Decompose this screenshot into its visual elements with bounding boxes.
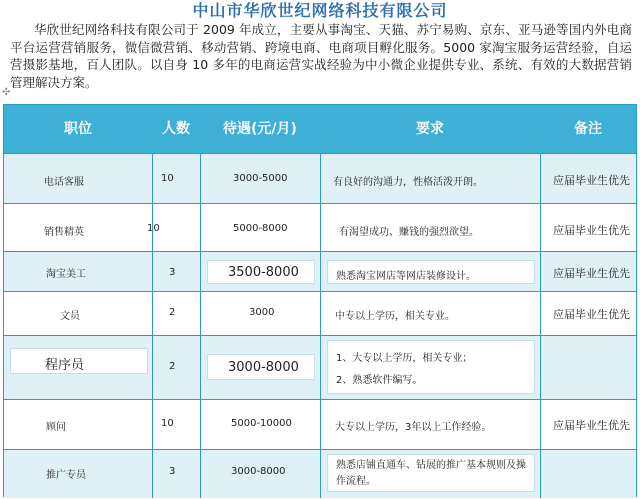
cell-salary: 3000-8000 bbox=[228, 360, 299, 375]
page-title: 中山市华欣世纪网络科技有限公司 bbox=[192, 1, 448, 20]
expand-arrows-icon: ✣ bbox=[2, 87, 11, 98]
cell-count: 10 bbox=[161, 173, 174, 184]
cell-note: 应届毕业生优先 bbox=[553, 267, 630, 280]
salary-box bbox=[207, 354, 315, 380]
header-count: 人数 bbox=[162, 121, 190, 137]
table-row bbox=[4, 203, 636, 252]
cell-count: 3 bbox=[169, 466, 176, 477]
table-row bbox=[4, 399, 636, 450]
cell-salary: 3000-5000 bbox=[233, 173, 288, 184]
cell-note: 应届毕业生优先 bbox=[553, 419, 630, 432]
cell-count: 3 bbox=[169, 267, 176, 278]
header-requirements: 要求 bbox=[416, 121, 444, 137]
company-intro: 华欣世纪网络科技有限公司于 2009 年成立，主要从事淘宝、天猫、苏宁易购、京东、亚马逊等国内外电商平台运营营销服务，微信微营销、移动营销、跨境电商、电商项目孵化服务。5000 家淘宝服务运营经验，自运营摄影基地，百人团队。以自身 10 多年的电商运营实战经验为中小微企业提供专业、系统、有效的大数据营销管理解决方案。 bbox=[10, 22, 632, 90]
table-row bbox=[4, 335, 636, 400]
requirements-box bbox=[327, 260, 535, 284]
cell-position: 顾问 bbox=[46, 422, 66, 433]
cell-requirements: 熟悉淘宝网店等网店装修设计。 bbox=[336, 271, 476, 282]
cell-position: 销售精英 bbox=[44, 227, 84, 238]
cell-requirements: 1、大专以上学历，相关专业； bbox=[336, 353, 473, 364]
table-row bbox=[4, 153, 636, 204]
cell-count: 2 bbox=[169, 307, 176, 318]
cell-count: 10 bbox=[161, 418, 174, 429]
cell-position: 推广专员 bbox=[46, 470, 86, 481]
cell-requirements: 中专以上学历，相关专业。 bbox=[335, 311, 455, 322]
cell-position: 文员 bbox=[60, 311, 80, 322]
cell-requirements: 有渴望成功、赚钱的强烈欲望。 bbox=[339, 227, 479, 238]
header-position: 职位 bbox=[64, 121, 92, 137]
header-salary: 待遇(元/月) bbox=[223, 121, 297, 137]
header-note: 备注 bbox=[574, 121, 602, 137]
position-box bbox=[10, 348, 148, 374]
cell-requirements: 有良好的沟通力，性格活泼开朗。 bbox=[333, 177, 483, 188]
cell-position: 程序员 bbox=[45, 358, 85, 373]
cell-salary: 3000-8000 bbox=[231, 466, 286, 477]
cell-salary: 3000 bbox=[249, 307, 275, 318]
table-row bbox=[4, 291, 636, 336]
salary-box bbox=[207, 260, 315, 284]
cell-note: 应届毕业生优先 bbox=[553, 308, 630, 321]
cell-salary: 3500-8000 bbox=[228, 265, 299, 280]
cell-position: 淘宝美工 bbox=[46, 269, 86, 280]
table-header bbox=[4, 105, 636, 153]
cell-count: 10 bbox=[147, 223, 160, 234]
table-row bbox=[4, 449, 636, 498]
cell-note: 应届毕业生优先 bbox=[553, 224, 630, 237]
cell-count: 2 bbox=[169, 361, 176, 372]
job-table bbox=[3, 104, 637, 497]
requirements-box bbox=[327, 454, 535, 492]
cell-requirements: 熟悉店铺直通车、钻展的推广基本规则及操作流程。 bbox=[336, 460, 526, 487]
cell-requirements-2: 2、熟悉软件编写。 bbox=[336, 375, 423, 386]
cell-salary: 5000-10000 bbox=[231, 418, 292, 429]
cell-note: 应届毕业生优先 bbox=[553, 174, 630, 187]
table-row bbox=[4, 251, 636, 292]
requirements-box bbox=[327, 340, 535, 394]
cell-position: 电话客服 bbox=[44, 177, 84, 188]
cell-requirements: 大专以上学历，3年以上工作经验。 bbox=[335, 422, 492, 433]
cell-salary: 5000-8000 bbox=[233, 223, 288, 234]
